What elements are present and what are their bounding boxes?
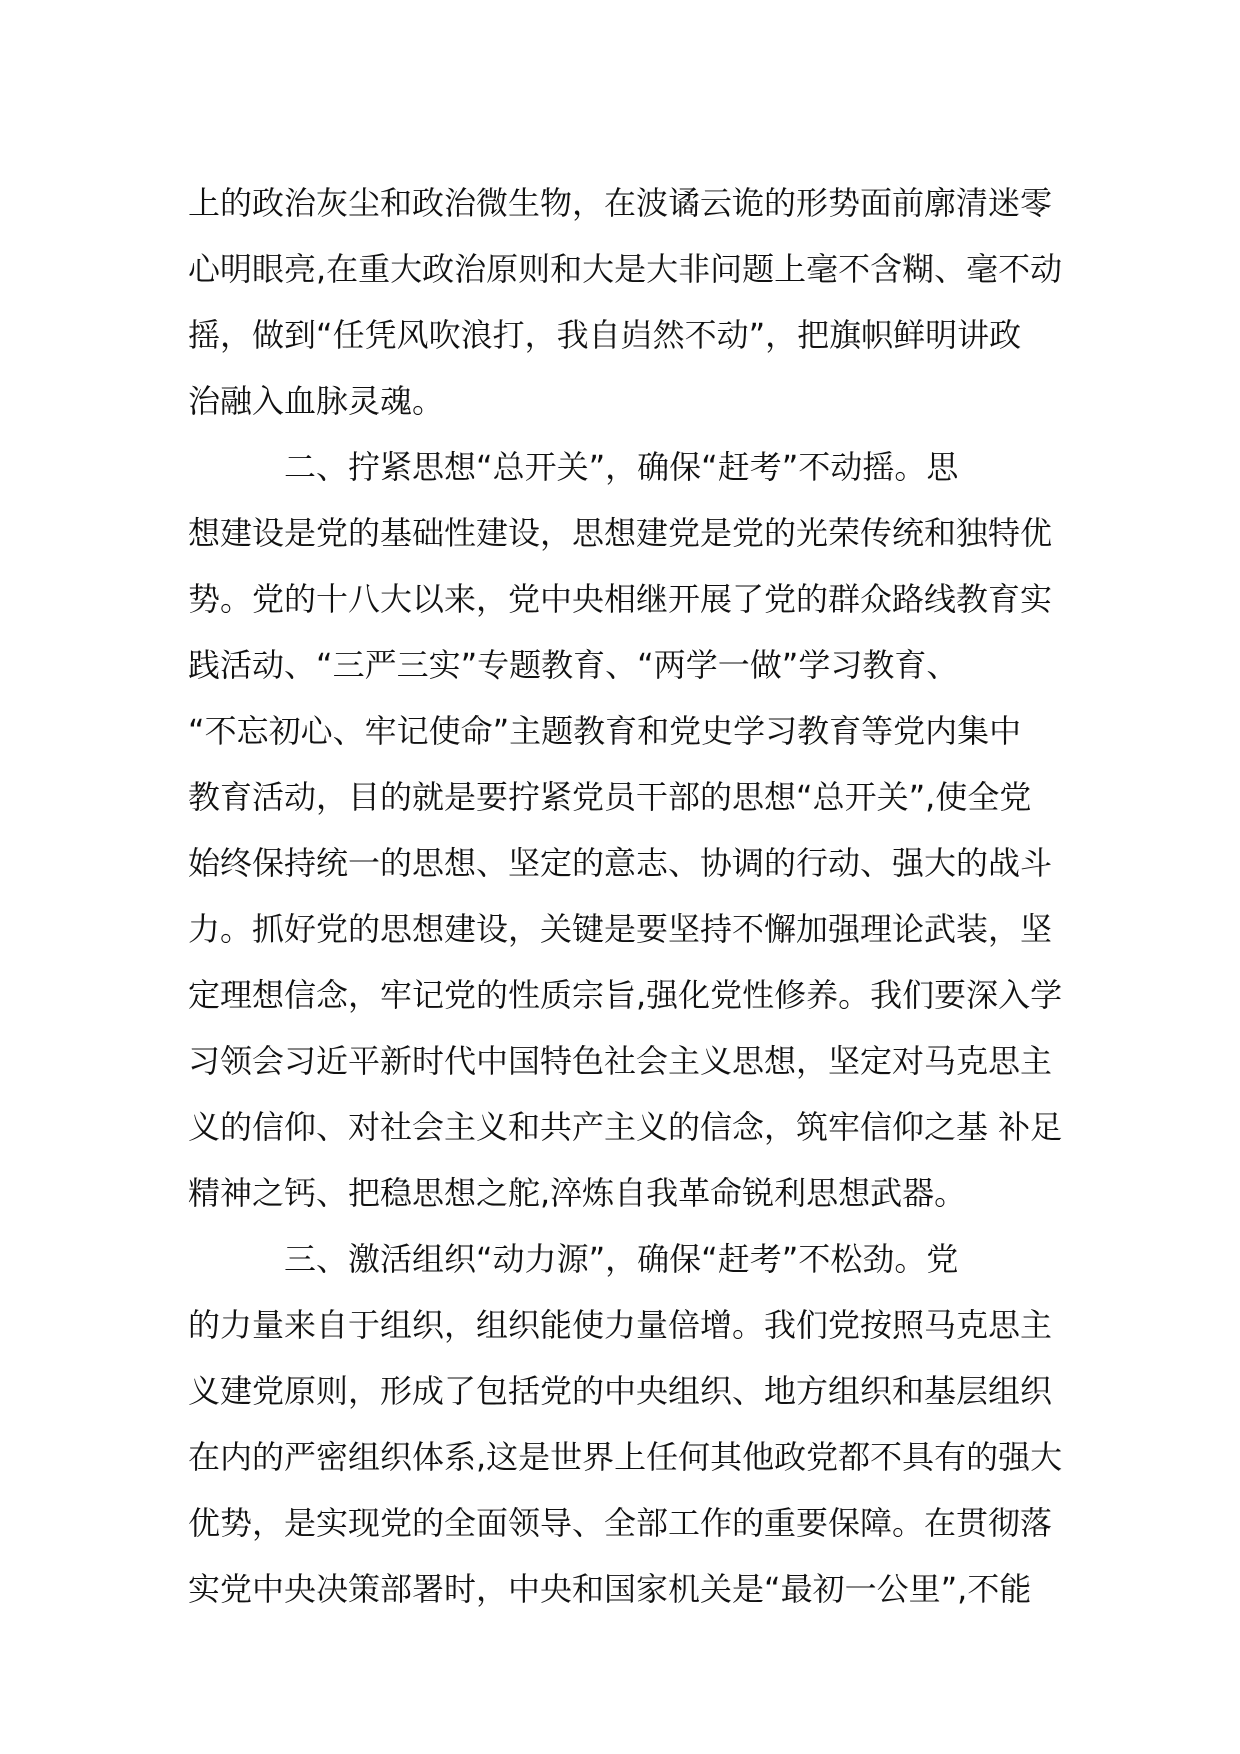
text-line: 优势，是实现党的全面领导、全部工作的重要保障。在贯彻落	[188, 1504, 1053, 1542]
text-line: 心明眼亮,在重大政治原则和大是大非问题上毫不含糊、毫不动	[188, 250, 1063, 288]
text-line: 力。抓好党的思想建设，关键是要坚持不懈加强理论武装，坚	[188, 910, 1053, 948]
section-heading-line: 三、激活组织“动力源”，确保“赶考”不松劲。党	[188, 1240, 959, 1278]
text-line: 义的信仰、对社会主义和共产主义的信念，筑牢信仰之基 补足	[188, 1108, 1063, 1146]
text-line: 定理想信念，牢记党的性质宗旨,强化党性修养。我们要深入学	[188, 976, 1063, 1014]
text-line: “不忘初心、牢记使命”主题教育和党史学习教育等党内集中	[188, 712, 1022, 750]
text-line: 习领会习近平新时代中国特色社会主义思想，坚定对马克思主	[188, 1042, 1053, 1080]
text-line: 的力量来自于组织，组织能使力量倍增。我们党按照马克思主	[188, 1306, 1053, 1344]
section-heading-line: 二、拧紧思想“总开关”，确保“赶考”不动摇。思	[188, 448, 959, 486]
text-line: 教育活动，目的就是要拧紧党员干部的思想“总开关”,使全党	[188, 778, 1032, 816]
text-line: 践活动、“三严三实”专题教育、“两学一做”学习教育、	[188, 646, 959, 684]
text-line: 精神之钙、把稳思想之舵,淬炼自我革命锐利思想武器。	[188, 1174, 967, 1212]
text-line: 上的政治灰尘和政治微生物，在波谲云诡的形势面前廓清迷零	[188, 184, 1053, 222]
text-line: 义建党原则，形成了包括党的中央组织、地方组织和基层组织	[188, 1372, 1053, 1410]
text-line: 治融入血脉灵魂。	[188, 382, 445, 420]
text-line: 势。党的十八大以来，党中央相继开展了党的群众路线教育实	[188, 580, 1053, 618]
text-line: 实党中央决策部署时，中央和国家机关是“最初一公里”,不能	[188, 1570, 1032, 1608]
text-line: 想建设是党的基础性建设，思想建党是党的光荣传统和独特优	[188, 514, 1053, 552]
text-line: 在内的严密组织体系,这是世界上任何其他政党都不具有的强大	[188, 1438, 1063, 1476]
text-line: 始终保持统一的思想、坚定的意志、协调的行动、强大的战斗	[188, 844, 1053, 882]
body-text	[188, 170, 1063, 1622]
text-line: 摇，做到“任凭风吹浪打，我自岿然不动”，把旗帜鲜明讲政	[188, 316, 1022, 354]
